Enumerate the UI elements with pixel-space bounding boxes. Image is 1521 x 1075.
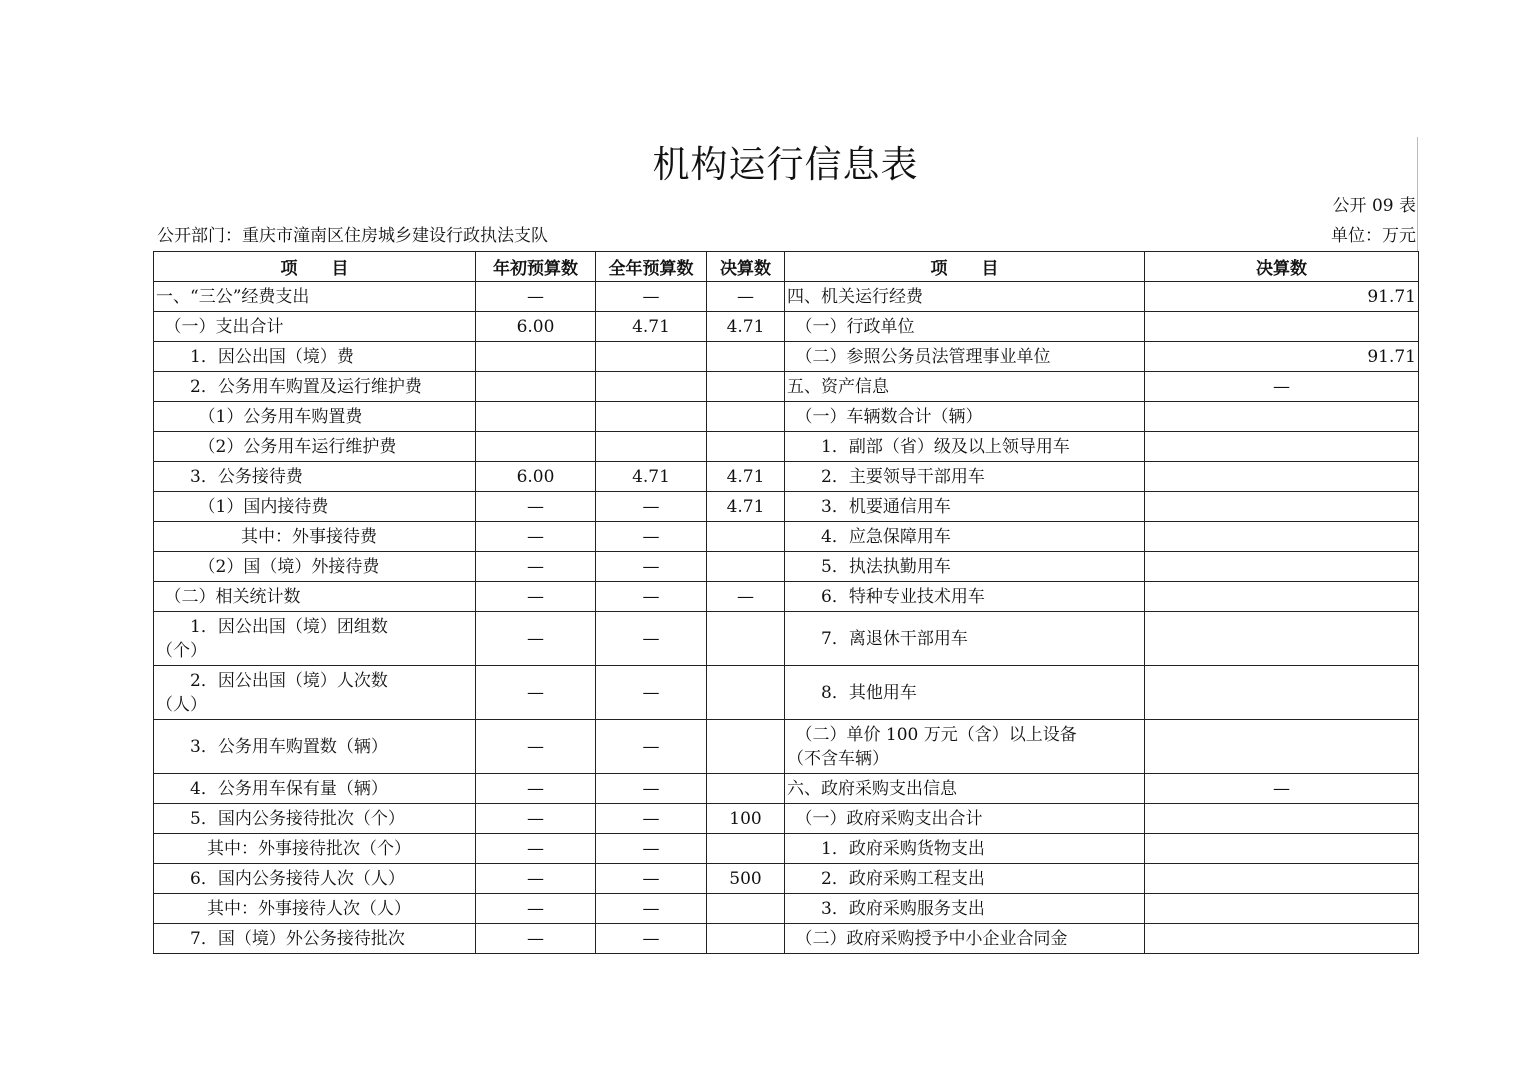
table-header-row [154,252,1419,282]
row-final [707,432,785,462]
row-final: 500 [707,864,785,894]
row-full-year-budget [596,432,707,462]
table-row [154,432,1419,462]
row-final [707,402,785,432]
row-initial-budget [476,402,596,432]
table-row [154,372,1419,402]
table-row [154,864,1419,894]
table-row [154,522,1419,552]
row-item: 其中：外事接待费 [154,522,476,552]
row-final: — [707,582,785,612]
table-row [154,612,1419,666]
row-initial-budget: — [476,834,596,864]
row-initial-budget: — [476,552,596,582]
row-final [707,522,785,552]
row-initial-budget: — [476,774,596,804]
row-full-year-budget: 4.71 [596,312,707,342]
row-final [707,924,785,954]
row-full-year-budget [596,372,707,402]
row-final [707,774,785,804]
header-final: 决算数 [707,252,785,282]
row-item-2: （一）政府采购支出合计 [785,804,1145,834]
row-full-year-budget: — [596,522,707,552]
row-final-2 [1145,804,1419,834]
row-item-2: 5．执法执勤用车 [785,552,1145,582]
row-full-year-budget: — [596,720,707,774]
row-item: 3．公务接待费 [154,462,476,492]
row-final: 4.71 [707,462,785,492]
row-item: 2．公务用车购置及运行维护费 [154,372,476,402]
page-title: 机构运行信息表 [652,143,919,186]
row-item: （1）国内接待费 [154,492,476,522]
row-item-2: （一）行政单位 [785,312,1145,342]
row-full-year-budget: — [596,552,707,582]
row-final-2: — [1145,372,1419,402]
row-initial-budget [476,372,596,402]
row-final-2 [1145,312,1419,342]
row-final-2: 91.71 [1145,342,1419,372]
row-item: 1．因公出国（境）费 [154,342,476,372]
header-item: 项 目 [154,252,476,282]
row-item: 1．因公出国（境）团组数 （个） [154,612,476,666]
row-item: 4．公务用车保有量（辆） [154,774,476,804]
row-item-2: 6．特种专业技术用车 [785,582,1145,612]
row-item: （2）国（境）外接待费 [154,552,476,582]
table-number: 公开 09 表 [1332,196,1416,216]
table-row [154,834,1419,864]
row-item-2: 1．副部（省）级及以上领导用车 [785,432,1145,462]
row-initial-budget: — [476,804,596,834]
row-final-2: 91.71 [1145,282,1419,312]
row-full-year-budget: — [596,666,707,720]
row-final [707,612,785,666]
header-final-2: 决算数 [1145,252,1419,282]
row-final-2 [1145,492,1419,522]
row-item: 5．国内公务接待批次（个） [154,804,476,834]
row-final-2 [1145,522,1419,552]
row-item-2: 4．应急保障用车 [785,522,1145,552]
row-full-year-budget: — [596,894,707,924]
row-initial-budget: — [476,612,596,666]
row-full-year-budget: — [596,924,707,954]
row-initial-budget: — [476,582,596,612]
table-row [154,312,1419,342]
row-item-2: 2．政府采购工程支出 [785,864,1145,894]
row-initial-budget: — [476,894,596,924]
row-final-2 [1145,894,1419,924]
row-final [707,372,785,402]
row-item: （1）公务用车购置费 [154,402,476,432]
row-item-2: （二）政府采购授予中小企业合同金 [785,924,1145,954]
row-initial-budget: — [476,924,596,954]
row-final: — [707,282,785,312]
row-final [707,894,785,924]
row-final-2 [1145,834,1419,864]
row-item-2: 8．其他用车 [785,666,1145,720]
row-initial-budget: — [476,282,596,312]
row-final-2 [1145,720,1419,774]
table-row [154,924,1419,954]
row-final-2: — [1145,774,1419,804]
row-initial-budget: — [476,666,596,720]
row-item: 3．公务用车购置数（辆） [154,720,476,774]
table-row [154,894,1419,924]
row-item-2: 四、机关运行经费 [785,282,1145,312]
unit-label: 单位：万元 [1331,226,1416,246]
row-final-2 [1145,462,1419,492]
row-item-2: （二）参照公务员法管理事业单位 [785,342,1145,372]
table-row [154,582,1419,612]
row-item-2: 六、政府采购支出信息 [785,774,1145,804]
header-initial-budget: 年初预算数 [476,252,596,282]
row-initial-budget: — [476,720,596,774]
table-row [154,462,1419,492]
row-item-2: 1．政府采购货物支出 [785,834,1145,864]
row-item: 7．国（境）外公务接待批次 [154,924,476,954]
table-row [154,720,1419,774]
row-item: （一）支出合计 [154,312,476,342]
row-item-2: （二）单价 100 万元（含）以上设备 （不含车辆） [785,720,1145,774]
row-item-2: 五、资产信息 [785,372,1145,402]
row-final-2 [1145,864,1419,894]
row-item: （2）公务用车运行维护费 [154,432,476,462]
row-full-year-budget: 4.71 [596,462,707,492]
table-row [154,774,1419,804]
row-full-year-budget: — [596,774,707,804]
table-row [154,282,1419,312]
row-full-year-budget: — [596,864,707,894]
row-initial-budget: 6.00 [476,312,596,342]
row-final-2 [1145,582,1419,612]
row-item: 2．因公出国（境）人次数 （人） [154,666,476,720]
row-final-2 [1145,666,1419,720]
row-final [707,666,785,720]
row-item-2: （一）车辆数合计（辆） [785,402,1145,432]
row-item: （二）相关统计数 [154,582,476,612]
row-full-year-budget: — [596,492,707,522]
table-row [154,552,1419,582]
row-final [707,552,785,582]
row-initial-budget: — [476,522,596,552]
row-initial-budget [476,342,596,372]
table-row [154,342,1419,372]
info-table [153,251,1419,954]
row-final: 4.71 [707,312,785,342]
row-initial-budget: 6.00 [476,462,596,492]
row-final-2 [1145,612,1419,666]
row-full-year-budget [596,342,707,372]
row-full-year-budget: — [596,582,707,612]
table-row [154,492,1419,522]
row-item: 其中：外事接待批次（个） [154,834,476,864]
row-final-2 [1145,552,1419,582]
table-row [154,402,1419,432]
row-final [707,720,785,774]
row-item: 6．国内公务接待人次（人） [154,864,476,894]
department-label: 公开部门：重庆市潼南区住房城乡建设行政执法支队 [157,226,548,246]
row-full-year-budget: — [596,612,707,666]
row-initial-budget [476,432,596,462]
row-full-year-budget: — [596,804,707,834]
header-item-2: 项 目 [785,252,1145,282]
row-initial-budget: — [476,492,596,522]
row-item-2: 3．机要通信用车 [785,492,1145,522]
row-item: 其中：外事接待人次（人） [154,894,476,924]
row-full-year-budget: — [596,834,707,864]
row-final: 100 [707,804,785,834]
row-final [707,834,785,864]
row-item-2: 2．主要领导干部用车 [785,462,1145,492]
header-full-year-budget: 全年预算数 [596,252,707,282]
table-row [154,804,1419,834]
row-final-2 [1145,432,1419,462]
row-item: 一、“三公”经费支出 [154,282,476,312]
row-item-2: 7．离退休干部用车 [785,612,1145,666]
table-row [154,666,1419,720]
row-full-year-budget: — [596,282,707,312]
row-final-2 [1145,402,1419,432]
row-final [707,342,785,372]
row-full-year-budget [596,402,707,432]
row-final-2 [1145,924,1419,954]
row-final: 4.71 [707,492,785,522]
row-initial-budget: — [476,864,596,894]
row-item-2: 3．政府采购服务支出 [785,894,1145,924]
